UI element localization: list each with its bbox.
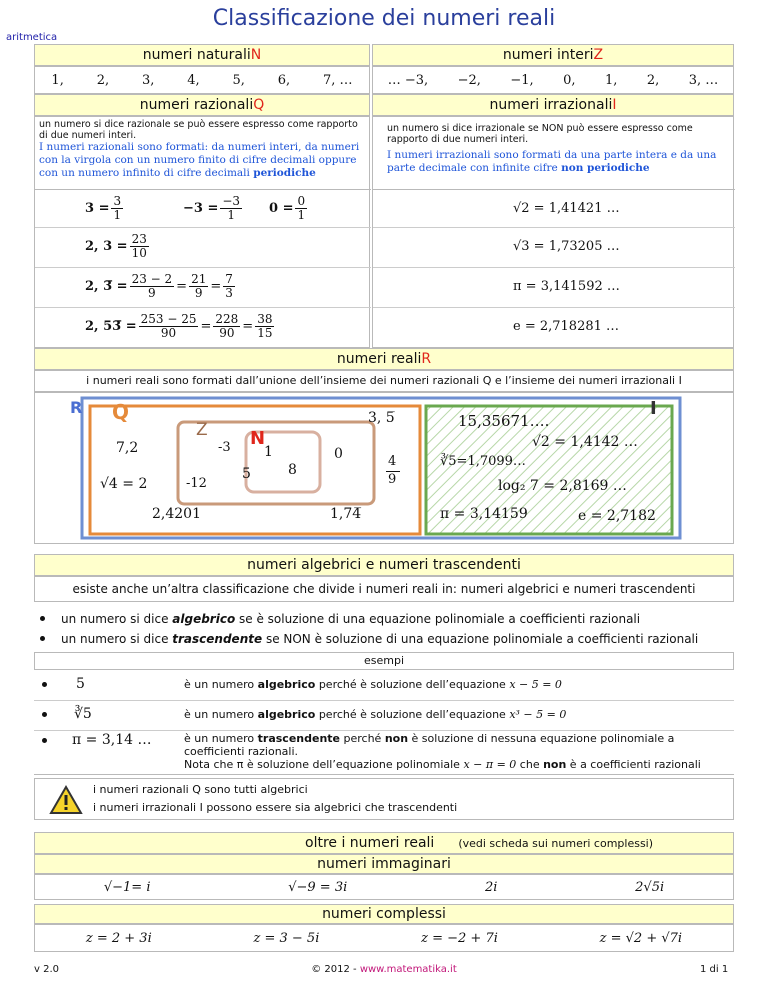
complessi-list	[34, 924, 734, 952]
razionali-ex-2	[183, 195, 244, 222]
warning-box	[34, 778, 734, 820]
z-item: -3	[218, 440, 231, 455]
eq-lhs: −3 =	[183, 201, 219, 216]
bullet-trascendente	[34, 632, 698, 646]
frac-num: 7	[225, 272, 233, 286]
q-item: 2,4201	[152, 506, 201, 522]
irrazionali-ex-3: π = 3,141592 …	[513, 279, 620, 294]
example-keyword: non	[543, 758, 567, 771]
bullet-icon	[40, 636, 45, 641]
set-q-label: Q	[112, 400, 130, 424]
n-item: 1	[264, 444, 273, 460]
bullet-keyword: trascendente	[172, 632, 263, 646]
frac-num: 23	[131, 232, 147, 246]
z-item: -12	[186, 476, 207, 491]
oltre-note: (vedi scheda sui numeri complessi)	[458, 836, 654, 850]
q-item: 3, 5̅	[368, 410, 395, 426]
razionali-desc-bold: periodiche	[253, 167, 316, 179]
example-keyword: non	[384, 732, 409, 745]
irrazionali-label: numeri irrazionali	[489, 97, 613, 113]
irrazionali-description	[387, 149, 727, 175]
naturali-label: numeri naturali	[142, 47, 251, 63]
eq-lhs: 3 =	[85, 201, 110, 216]
list-item: 1,	[51, 72, 64, 88]
oltre-title: oltre i numeri reali	[305, 835, 435, 851]
irrazionali-desc-text: I numeri irrazionali sono formati da una parte intera e da una parte decimale con infinite cifre	[387, 149, 717, 174]
frac-den: 3	[225, 286, 233, 300]
reali-description: i numeri reali sono formati dall’unione dell’insieme dei numeri razionali Q e l’insieme dei numeri irrazionali I	[34, 370, 734, 392]
n-item: 8	[288, 462, 297, 478]
eq-lhs: 0 =	[269, 201, 294, 216]
example-text: è a coefficienti razionali	[566, 758, 701, 771]
list-item: −2,	[457, 72, 481, 88]
razionali-ex-5: 2, 3̅ = $\frac{23 - 2}{9}$ = $\frac{21}{9}$ = $\frac{7}{3}$	[85, 272, 233, 300]
i-item: π = 3,14159	[440, 506, 528, 522]
list-item: z = −2 + 7i	[421, 930, 498, 946]
frac-den: 1	[113, 208, 122, 222]
example-equation: x³ − 5 = 0	[509, 708, 567, 721]
razionali-header	[34, 94, 370, 116]
immaginari-header: numeri immaginari	[34, 854, 734, 874]
razionali-ex-1	[85, 195, 125, 222]
list-item: √−1= i	[103, 879, 151, 895]
frac-num: −3	[222, 194, 241, 208]
frac-den: 1	[297, 208, 306, 222]
eq-lhs: 2, 53̅ =	[85, 319, 137, 334]
razionali-description	[39, 141, 365, 180]
i-item: ∛5=1,7099…	[440, 454, 526, 469]
site-link[interactable]: www.matematika.it	[359, 964, 457, 975]
algebrici-header: numeri algebrici e numeri trascendenti	[34, 554, 734, 576]
i-item: e = 2,7182	[578, 508, 656, 524]
list-item: 2√5i	[635, 879, 665, 895]
frac-den: 90	[219, 326, 235, 340]
razionali-symbol: Q	[253, 97, 265, 113]
list-item: 2,	[646, 72, 660, 88]
irrazionali-header	[372, 94, 734, 116]
list-item: 0,	[563, 72, 576, 88]
list-item: 7, …	[323, 72, 353, 88]
interi-label: numeri interi	[502, 47, 594, 63]
set-r-label: R	[70, 398, 83, 417]
example-row-1	[34, 670, 734, 701]
razionali-desc-text: I numeri razionali sono formati: da numeri interi, da numeri con la virgola con un numero finito di cifre decimali oppure con un numero infinito di cifre decimali	[39, 141, 360, 179]
copyright-text: © 2012 -	[311, 964, 360, 975]
version-label: v 2.0	[34, 964, 59, 975]
irrazionali-ex-2: √3 = 1,73205 …	[513, 239, 620, 254]
corner-label: aritmetica	[6, 32, 58, 43]
reali-label: numeri reali	[336, 351, 422, 367]
irrazionali-desc-bold: non periodiche	[561, 162, 650, 174]
q-item: 7,2	[116, 440, 139, 456]
list-item: 6,	[277, 72, 291, 88]
example-text: è un numero	[184, 708, 258, 721]
complessi-header: numeri complessi	[34, 904, 734, 924]
naturali-symbol: N	[250, 47, 262, 63]
q-item: 4	[388, 454, 397, 469]
razionali-definition: un numero si dice razionale se può essere espresso come rapporto di due numeri interi.	[39, 119, 358, 141]
q-item: 9	[388, 472, 397, 487]
eq-lhs: 2, 3̅ =	[85, 279, 128, 294]
list-item: 2,	[96, 72, 110, 88]
bullet-text: un numero si dice	[61, 612, 173, 626]
frac-den: 9	[194, 286, 203, 300]
example-row-2	[34, 700, 734, 731]
frac-num: 21	[191, 272, 207, 286]
esempi-header: esempi	[34, 652, 734, 670]
example-text: è un numero	[184, 678, 258, 691]
immaginari-list	[34, 874, 734, 900]
n-item: 5	[242, 466, 251, 482]
example-text: perché è soluzione dell’equazione	[315, 678, 510, 691]
list-item: 1,	[604, 72, 618, 88]
page-title: Classificazione dei numeri reali	[212, 6, 556, 31]
razionali-ex-6: 2, 53̅ = $\frac{253 - 25}{90}$ = $\frac{228}{90}$ = $\frac{38}{15}$	[85, 312, 273, 340]
example-keyword: algebrico	[257, 678, 316, 691]
example-text: è soluzione di nessuna equazione polinomiale a coefficienti razionali.	[184, 732, 675, 758]
z-item: 0	[334, 446, 343, 462]
example-row-3	[34, 730, 734, 775]
frac-num: 253 − 25	[140, 312, 197, 326]
frac-den: 10	[131, 246, 147, 260]
reali-symbol: R	[421, 351, 432, 367]
example-keyword: algebrico	[257, 708, 316, 721]
i-item: log₂ 7 = 2,8169 …	[498, 478, 627, 494]
example-text: Nota che π è soluzione dell’equazione polinomiale	[184, 758, 464, 771]
example-keyword: trascendente	[257, 732, 340, 745]
frac-num: 38	[257, 312, 273, 326]
example-text: perché	[340, 732, 385, 745]
eq-lhs: 2, 3 =	[85, 239, 128, 254]
frac-num: 0	[297, 194, 306, 208]
frac-den: 9	[148, 286, 156, 300]
example-number: ∛5	[74, 706, 92, 722]
frac-num: 3	[113, 194, 122, 208]
frac-num: 23 − 2	[131, 272, 173, 286]
bullet-text: se è soluzione di una equazione polinomiale a coefficienti razionali	[235, 612, 641, 626]
warning-line-1: i numeri razionali Q sono tutti algebrici	[93, 783, 308, 796]
bullet-algebrico	[34, 612, 640, 626]
list-item: √−9 = 3i	[288, 879, 348, 895]
razionali-ex-3	[269, 195, 309, 222]
list-item: 3, …	[688, 72, 719, 88]
bullet-text: un numero si dice	[61, 632, 173, 646]
list-item: 3,	[141, 72, 155, 88]
q-item: 1,74̅	[330, 506, 362, 522]
example-text: perché è soluzione dell’equazione	[315, 708, 510, 721]
set-z-label: Z	[196, 420, 208, 440]
frac-den: 15	[257, 326, 273, 340]
interi-symbol: Z	[593, 47, 604, 63]
list-item: … −3,	[387, 72, 429, 88]
list-item: z = √2 + √7i	[599, 930, 683, 946]
bullet-icon	[40, 616, 45, 621]
interi-header	[372, 44, 734, 66]
i-item: 15,35671….	[458, 412, 550, 430]
list-item: −1,	[510, 72, 534, 88]
warning-icon	[49, 785, 83, 815]
bullet-icon	[42, 682, 47, 687]
example-equation: x − 5 = 0	[509, 678, 562, 691]
bullet-text: se NON è soluzione di una equazione polinomiale a coefficienti razionali	[262, 632, 699, 646]
footer-copyright	[0, 964, 768, 975]
naturali-header	[34, 44, 370, 66]
i-item: √2 = 1,4142 …	[532, 434, 638, 450]
example-number: π = 3,14 …	[72, 732, 152, 748]
razionali-panel	[34, 116, 370, 348]
set-n-label: N	[250, 428, 266, 449]
warning-line-2: i numeri irrazionali I possono essere sia algebrici che trascendenti	[93, 801, 458, 814]
algebrici-intro: esiste anche un’altra classificazione che divide i numeri reali in: numeri algebrici e numeri trascendenti	[34, 576, 734, 602]
frac-num: 228	[215, 312, 239, 326]
bullet-icon	[42, 712, 47, 717]
razionali-ex-4	[85, 233, 151, 260]
irrazionali-definition: un numero si dice irrazionale se NON può essere espresso come rapporto di due numeri interi.	[387, 123, 693, 145]
oltre-header	[34, 832, 734, 854]
list-item: z = 2 + 3i	[85, 930, 152, 946]
irrazionali-ex-1: √2 = 1,41421 …	[513, 201, 620, 216]
frac-den: 1	[227, 208, 236, 222]
example-text: che	[516, 758, 544, 771]
example-text: è un numero	[184, 732, 258, 745]
page-number: 1 di 1	[700, 964, 729, 975]
list-item: 5,	[232, 72, 245, 88]
irrazionali-ex-4: e = 2,718281 …	[513, 319, 620, 334]
example-equation: x − π = 0	[463, 758, 517, 771]
razionali-label: numeri razionali	[139, 97, 254, 113]
frac-den: 90	[160, 326, 177, 340]
bullet-icon	[42, 738, 47, 743]
irrazionali-symbol: I	[612, 97, 617, 113]
example-number: 5	[76, 676, 85, 692]
set-i-label: I	[650, 398, 657, 419]
bullet-keyword: algebrico	[172, 612, 236, 626]
list-item: z = 3 − 5i	[253, 930, 320, 946]
interi-list	[372, 66, 734, 94]
list-item: 4,	[187, 72, 200, 88]
q-item: √4 = 2	[100, 476, 148, 492]
naturali-list	[34, 66, 370, 94]
irrazionali-panel	[372, 116, 734, 348]
reali-header	[34, 348, 734, 370]
list-item: 2i	[484, 879, 498, 895]
